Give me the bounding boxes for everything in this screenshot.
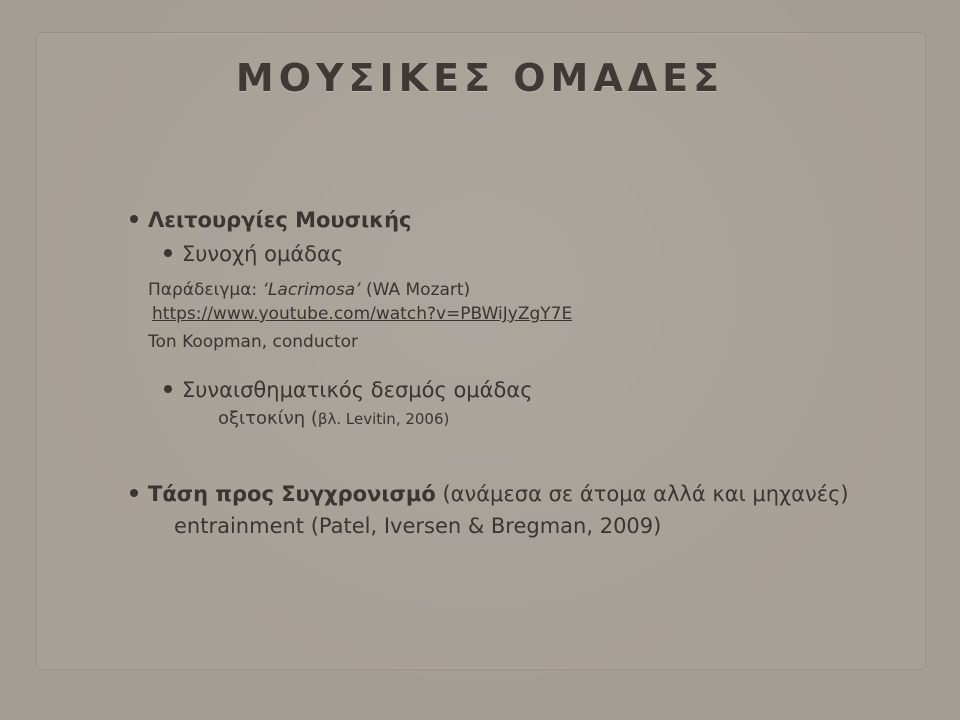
example-link-line bbox=[152, 304, 572, 324]
slide-title: ΜΟΥΣΙΚΕΣ ΟΜΑΔΕΣ bbox=[235, 56, 725, 100]
bullet-dot-icon bbox=[164, 385, 172, 393]
bullet-dot-icon bbox=[164, 249, 172, 257]
example-line bbox=[148, 280, 470, 300]
bullet-functions-of-music bbox=[130, 208, 411, 232]
example-prefix: Παράδειγμα: bbox=[148, 280, 263, 300]
bullet-synchronization bbox=[130, 482, 849, 506]
oxytocin-citation: βλ. Levitin, 2006) bbox=[317, 410, 450, 428]
example-work-title: ‘Lacrimosa’ bbox=[262, 280, 361, 300]
bullet-label: Συναισθηματικός δεσμός ομάδας bbox=[182, 378, 533, 402]
bullet-dot-icon bbox=[130, 215, 138, 223]
bullet-dot-icon bbox=[130, 489, 138, 497]
example-credit: Ton Koopman, conductor bbox=[148, 332, 359, 352]
oxytocin-text: οξιτοκίνη ( bbox=[218, 408, 318, 429]
bullet-label: Συνοχή ομάδας bbox=[182, 242, 344, 266]
oxytocin-note bbox=[218, 408, 449, 429]
bullet-label: Λειτουργίες Μουσικής bbox=[148, 208, 412, 232]
bullet-label-bold: Τάση προς Συγχρονισμό bbox=[148, 482, 436, 506]
bullet-emotional-bond bbox=[164, 378, 533, 402]
entrainment-note: entrainment (Patel, Iversen & Bregman, 2009) bbox=[174, 514, 662, 538]
bullet-group-cohesion bbox=[164, 242, 343, 266]
example-composer: (WA Mozart) bbox=[360, 280, 471, 300]
bullet-label-rest: (ανάμεσα σε άτομα αλλά και μηχανές) bbox=[435, 482, 849, 506]
youtube-link[interactable]: https://www.youtube.com/watch?v=PBWiJyZgY7E bbox=[152, 304, 573, 324]
